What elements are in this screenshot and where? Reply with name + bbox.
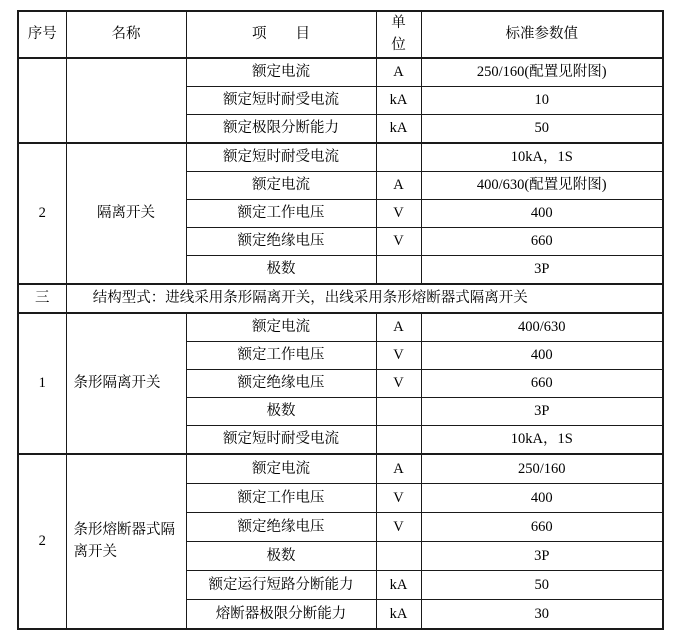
item-cell: 额定短时耐受电流: [186, 426, 376, 455]
unit-cell: [376, 256, 421, 285]
item-cell: 额定短时耐受电流: [186, 87, 376, 115]
unit-cell: V: [376, 513, 421, 542]
serial-cell: [18, 58, 66, 143]
value-cell: 3P: [421, 398, 663, 426]
unit-cell: V: [376, 228, 421, 256]
unit-cell: A: [376, 172, 421, 200]
value-cell: 400/630: [421, 313, 663, 342]
value-cell: 400/630(配置见附图): [421, 172, 663, 200]
col-header-name: 名称: [66, 11, 186, 58]
col-header-unit: [376, 11, 421, 58]
col-header-serial: 序号: [18, 11, 66, 58]
col-header-value: 标准参数值: [421, 11, 663, 58]
serial-cell: 1: [18, 313, 66, 454]
value-cell: 400: [421, 200, 663, 228]
unit-cell: A: [376, 454, 421, 484]
value-cell: 30: [421, 600, 663, 630]
item-cell: 熔断器极限分断能力: [186, 600, 376, 630]
name-cell: 条形隔离开关: [66, 313, 186, 454]
spec-table: [17, 10, 664, 630]
item-cell: 极数: [186, 256, 376, 285]
item-cell: 额定短时耐受电流: [186, 143, 376, 172]
unit-cell: [376, 542, 421, 571]
item-cell: 额定极限分断能力: [186, 115, 376, 144]
item-cell: 额定工作电压: [186, 200, 376, 228]
item-cell: 额定电流: [186, 454, 376, 484]
table-row: [18, 313, 663, 342]
serial-cell: 2: [18, 143, 66, 284]
item-cell: 极数: [186, 398, 376, 426]
section-divider-row: [18, 284, 663, 313]
value-cell: 10kA，1S: [421, 143, 663, 172]
table-row: [18, 454, 663, 484]
value-cell: 660: [421, 370, 663, 398]
value-cell: 400: [421, 484, 663, 513]
item-cell: 额定电流: [186, 172, 376, 200]
item-cell: 额定电流: [186, 313, 376, 342]
value-cell: 3P: [421, 542, 663, 571]
unit-cell: kA: [376, 571, 421, 600]
name-cell: 隔离开关: [66, 143, 186, 284]
name-cell: [66, 58, 186, 143]
unit-cell: V: [376, 484, 421, 513]
item-cell: 额定电流: [186, 58, 376, 87]
value-cell: 3P: [421, 256, 663, 285]
unit-cell: V: [376, 370, 421, 398]
value-cell: 660: [421, 513, 663, 542]
value-cell: 250/160: [421, 454, 663, 484]
unit-cell: [376, 398, 421, 426]
unit-cell: V: [376, 342, 421, 370]
unit-cell: A: [376, 313, 421, 342]
item-cell: 额定工作电压: [186, 484, 376, 513]
serial-cell: 2: [18, 454, 66, 629]
unit-cell: A: [376, 58, 421, 87]
col-header-unit-label: 单位: [391, 14, 406, 53]
item-cell: 极数: [186, 542, 376, 571]
value-cell: 10: [421, 87, 663, 115]
value-cell: 250/160(配置见附图): [421, 58, 663, 87]
value-cell: 400: [421, 342, 663, 370]
item-cell: 额定绝缘电压: [186, 370, 376, 398]
value-cell: 50: [421, 115, 663, 144]
unit-cell: [376, 426, 421, 455]
table-header-row: [18, 11, 663, 58]
item-cell: 额定绝缘电压: [186, 513, 376, 542]
unit-cell: kA: [376, 600, 421, 630]
item-cell: 额定工作电压: [186, 342, 376, 370]
name-cell: 条形熔断器式隔离开关: [66, 454, 186, 629]
item-cell: 额定绝缘电压: [186, 228, 376, 256]
serial-cell: 三: [18, 284, 66, 313]
col-header-item: 项 目: [186, 11, 376, 58]
unit-cell: V: [376, 200, 421, 228]
item-cell: 额定运行短路分断能力: [186, 571, 376, 600]
table-row: [18, 143, 663, 172]
structure-type-cell: 结构型式：进线采用条形隔离开关，出线采用条形熔断器式隔离开关: [66, 284, 663, 313]
value-cell: 50: [421, 571, 663, 600]
unit-cell: [376, 143, 421, 172]
unit-cell: kA: [376, 115, 421, 144]
table-row: [18, 58, 663, 87]
value-cell: 10kA，1S: [421, 426, 663, 455]
unit-cell: kA: [376, 87, 421, 115]
value-cell: 660: [421, 228, 663, 256]
